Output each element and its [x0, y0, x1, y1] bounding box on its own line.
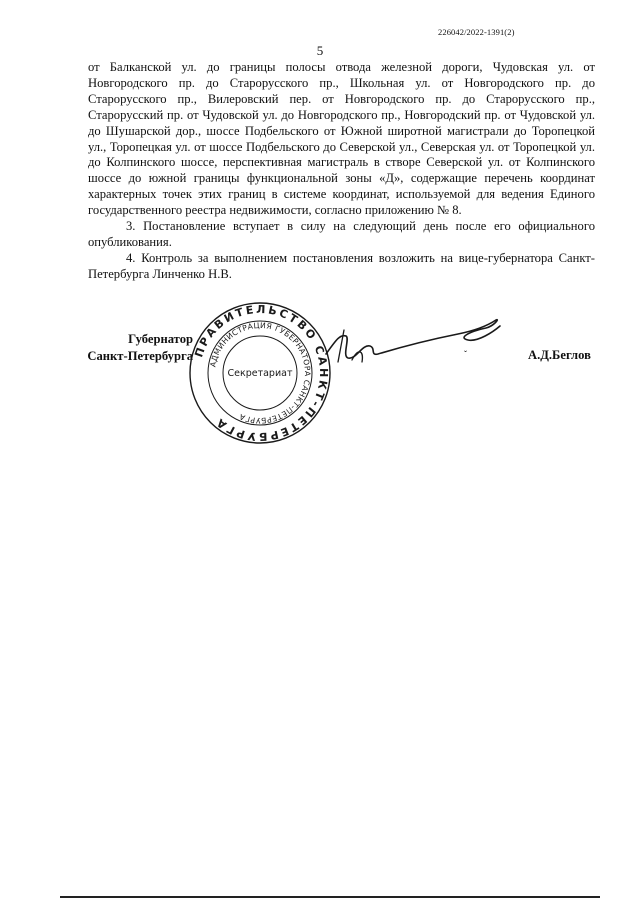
- signatory-name: А.Д.Беглов: [528, 348, 591, 362]
- document-id: 226042/2022-1391(2): [438, 27, 515, 37]
- document-body: [88, 60, 595, 283]
- paragraph-4: 4. Контроль за выполнением постановления возложить на вице-губернатора Санкт-Петербурга Линченко Н.В.: [88, 250, 595, 281]
- paragraph-continuation: от Балканской ул. до границы полосы отвода железной дороги, Чудовская ул. от Новгородского пр. до Старорусского пр., Школьная ул. от Новгородского пр. до Старорусского пр., Вилеровский пер. от Новгородского пр. до Старорусского пр., Старорусский пр. от Чудовской ул. до Новгородского пр., Новгородский пр. от Чудовской ул. до Шушарской дор., шоссе Подбельского от Южной широтной магистрали до Торопецкой ул., Торопецкая ул. от шоссе Подбельского до Северской ул., Северская ул. от Торопецкой ул. до Колпинского шоссе, перспективная магистраль в створе Северской ул. от Колпинского шоссе до южной границы функциональной зоны «Д», содержащие перечень координат характерных точек этих границ в системе координат, используемой для ведения Единого государственного реестра недвижимости, согласно приложению № 8.: [88, 60, 595, 218]
- paragraph-3: 3. Постановление вступает в силу на следующий день после его официального опубликования.: [88, 219, 595, 249]
- page-bottom-rule: [60, 896, 600, 898]
- svg-text:АДМИНИСТРАЦИЯ ГУБЕРНАТОРА САНК: АДМИНИСТРАЦИЯ ГУБЕРНАТОРА САНКТ-ПЕТЕРБУРГА: [208, 320, 313, 426]
- position-city: Санкт-Петербурга: [87, 349, 193, 363]
- official-seal: [188, 301, 332, 445]
- seal-center-text: Секретариат: [227, 368, 293, 379]
- signature-mark: ˇ: [464, 349, 467, 359]
- position-title: Губернатор: [128, 332, 193, 346]
- handwritten-signature: [318, 310, 508, 370]
- signatory-position: [0, 331, 193, 365]
- page-number: 5: [316, 43, 324, 58]
- svg-text:ПРАВИТЕЛЬСТВО САНКТ-ПЕТЕРБУРГА: ПРАВИТЕЛЬСТВО САНКТ-ПЕТЕРБУРГА: [192, 302, 331, 444]
